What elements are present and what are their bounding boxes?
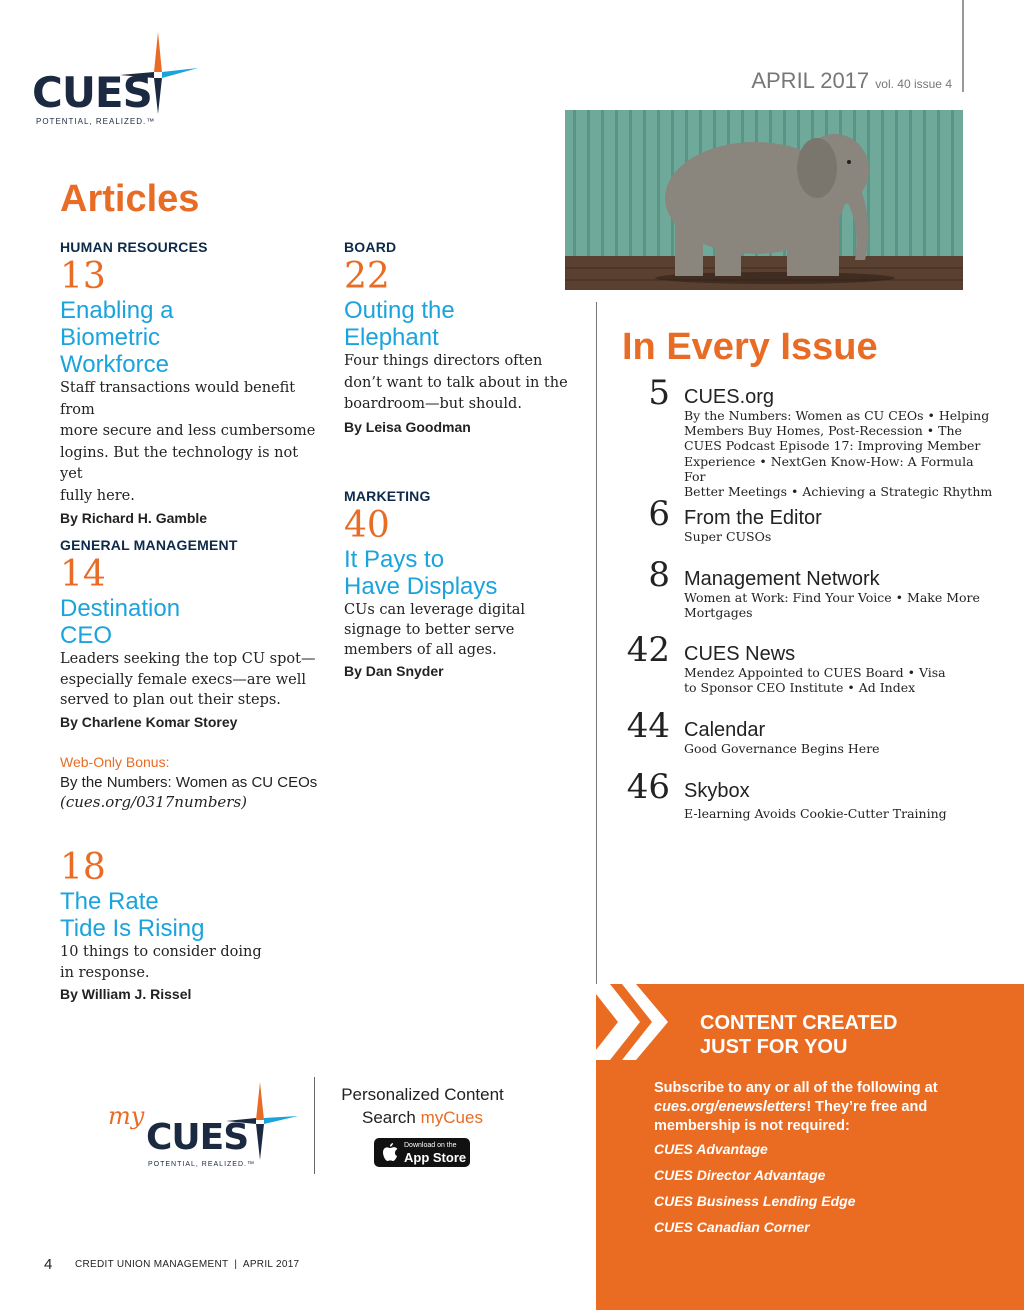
apple-icon <box>382 1143 398 1162</box>
article-byline: By Leisa Goodman <box>344 418 471 435</box>
promo-heading: CONTENT CREATED JUST FOR YOU <box>700 1012 898 1058</box>
issue-description: Good Governance Begins Here <box>684 741 880 756</box>
article-item[interactable] <box>344 488 584 679</box>
issue-page-number: 44 <box>626 706 670 746</box>
cues-logo: CUES <box>32 68 152 117</box>
issue-month: APRIL 2017 <box>751 68 870 93</box>
enewsletters-link[interactable]: cues.org/enewsletters <box>654 1099 807 1115</box>
mycues-logo-script: my <box>108 1102 145 1130</box>
issue-page-number: 46 <box>626 767 670 807</box>
newsletter-item[interactable]: CUES Director Advantage <box>654 1167 826 1183</box>
issue-page-number: 42 <box>626 630 670 670</box>
top-divider <box>962 0 964 92</box>
issue-title[interactable]: Calendar <box>684 719 766 741</box>
logo-tagline: POTENTIAL, REALIZED.™ <box>36 117 156 126</box>
mycues-text: Personalized Content Search myCues <box>341 1085 504 1127</box>
article-department: BOARD <box>344 239 397 255</box>
issue-title[interactable]: CUES News <box>684 643 796 665</box>
web-bonus-url[interactable]: (cues.org/0317numbers) <box>60 793 248 811</box>
articles-heading: Articles <box>60 178 200 220</box>
article-byline: By Charlene Komar Storey <box>60 713 238 730</box>
web-bonus[interactable] <box>60 754 330 811</box>
app-store-text: App Store <box>404 1150 467 1165</box>
article-page-number: 13 <box>60 256 106 297</box>
app-store-small-text: Download on the <box>404 1142 457 1149</box>
newsletter-item[interactable]: CUES Canadian Corner <box>654 1219 810 1235</box>
article-description: Staff transactions would benefit from more secure and less cumbersome logins. But the technology is not yet fully here. <box>60 380 316 504</box>
article-description: Leaders seeking the top CU spot— especially female execs—are well served to plan out their steps. <box>60 651 316 708</box>
mycues-logo: CUES <box>146 1117 249 1158</box>
issue-title[interactable]: CUES.org <box>684 386 775 408</box>
article-item[interactable] <box>60 239 320 526</box>
app-store-button[interactable] <box>374 1138 470 1167</box>
mycues-divider <box>314 1077 315 1174</box>
issue-page-number: 6 <box>648 494 670 534</box>
issue-title[interactable]: Skybox <box>684 780 750 802</box>
newsletter-item[interactable]: CUES Business Lending Edge <box>654 1193 856 1209</box>
issue-description: Super CUSOs <box>684 529 772 544</box>
newsletter-item[interactable]: CUES Advantage <box>654 1141 768 1157</box>
article-item[interactable] <box>60 847 320 1002</box>
issue-page-number: 8 <box>648 555 670 595</box>
article-byline: By Dan Snyder <box>344 663 444 679</box>
mycues-tagline: POTENTIAL, REALIZED.™ <box>148 1161 255 1168</box>
newsletter-list <box>654 1141 855 1245</box>
article-department: MARKETING <box>344 488 431 504</box>
issue-description: By the Numbers: Women as CU CEOs • Helping Members Buy Homes, Post-Recession • The CUES Podcast Episode 17: Improving Member Experience • NextGen Know-How: A Formula For Better Meetings • Achieving a Strategic Rhythm <box>684 408 993 500</box>
column-divider <box>596 302 597 984</box>
chevrons-icon <box>596 984 676 1094</box>
elephant-photo <box>565 110 963 290</box>
article-byline: By Richard H. Gamble <box>60 510 208 526</box>
issue-description: Women at Work: Find Your Voice • Make More Mortgages <box>684 590 980 621</box>
article-title[interactable]: Destination CEO <box>60 595 181 649</box>
page-number: 4 <box>44 1256 53 1273</box>
article-title[interactable]: It Pays to Have Displays <box>344 546 498 600</box>
article-page-number: 40 <box>344 505 390 546</box>
issue-page-number: 5 <box>648 373 670 413</box>
article-item[interactable] <box>60 537 330 730</box>
article-description: Four things directors often don’t want to talk about in the boardroom—but should. <box>344 353 568 412</box>
article-page-number: 22 <box>344 256 390 297</box>
article-department: GENERAL MANAGEMENT <box>60 537 238 553</box>
issue-description: E-learning Avoids Cookie-Cutter Training <box>684 806 947 821</box>
article-department: HUMAN RESOURCES <box>60 239 208 255</box>
issue-volume: vol. 40 issue 4 <box>875 77 952 91</box>
issue-date <box>751 68 952 94</box>
article-title[interactable]: The Rate Tide Is Rising <box>60 888 205 942</box>
promo-intro: Subscribe to any or all of the following at cues.org/enewsletters! They’re free and membership is not required: <box>654 1080 938 1134</box>
article-description: CUs can leverage digital signage to better serve members of all ages. <box>344 602 526 658</box>
article-title[interactable]: Outing the Elephant <box>344 297 455 351</box>
web-bonus-title[interactable]: By the Numbers: Women as CU CEOs <box>60 774 318 791</box>
article-byline: By William J. Rissel <box>60 986 192 1002</box>
every-issue-heading: In Every Issue <box>622 326 878 368</box>
article-page-number: 14 <box>60 554 106 595</box>
article-item[interactable] <box>344 239 584 435</box>
issue-title[interactable]: From the Editor <box>684 507 822 529</box>
article-page-number: 18 <box>60 847 106 888</box>
issue-title[interactable]: Management Network <box>684 568 880 590</box>
issue-description: Mendez Appointed to CUES Board • Visa to Sponsor CEO Institute • Ad Index <box>684 665 946 696</box>
web-bonus-label: Web-Only Bonus: <box>60 754 170 770</box>
article-title[interactable]: Enabling a Biometric Workforce <box>60 297 174 378</box>
article-description: 10 things to consider doing in response. <box>60 944 262 981</box>
footer-publication: CREDIT UNION MANAGEMENT | APRIL 2017 <box>75 1259 300 1270</box>
